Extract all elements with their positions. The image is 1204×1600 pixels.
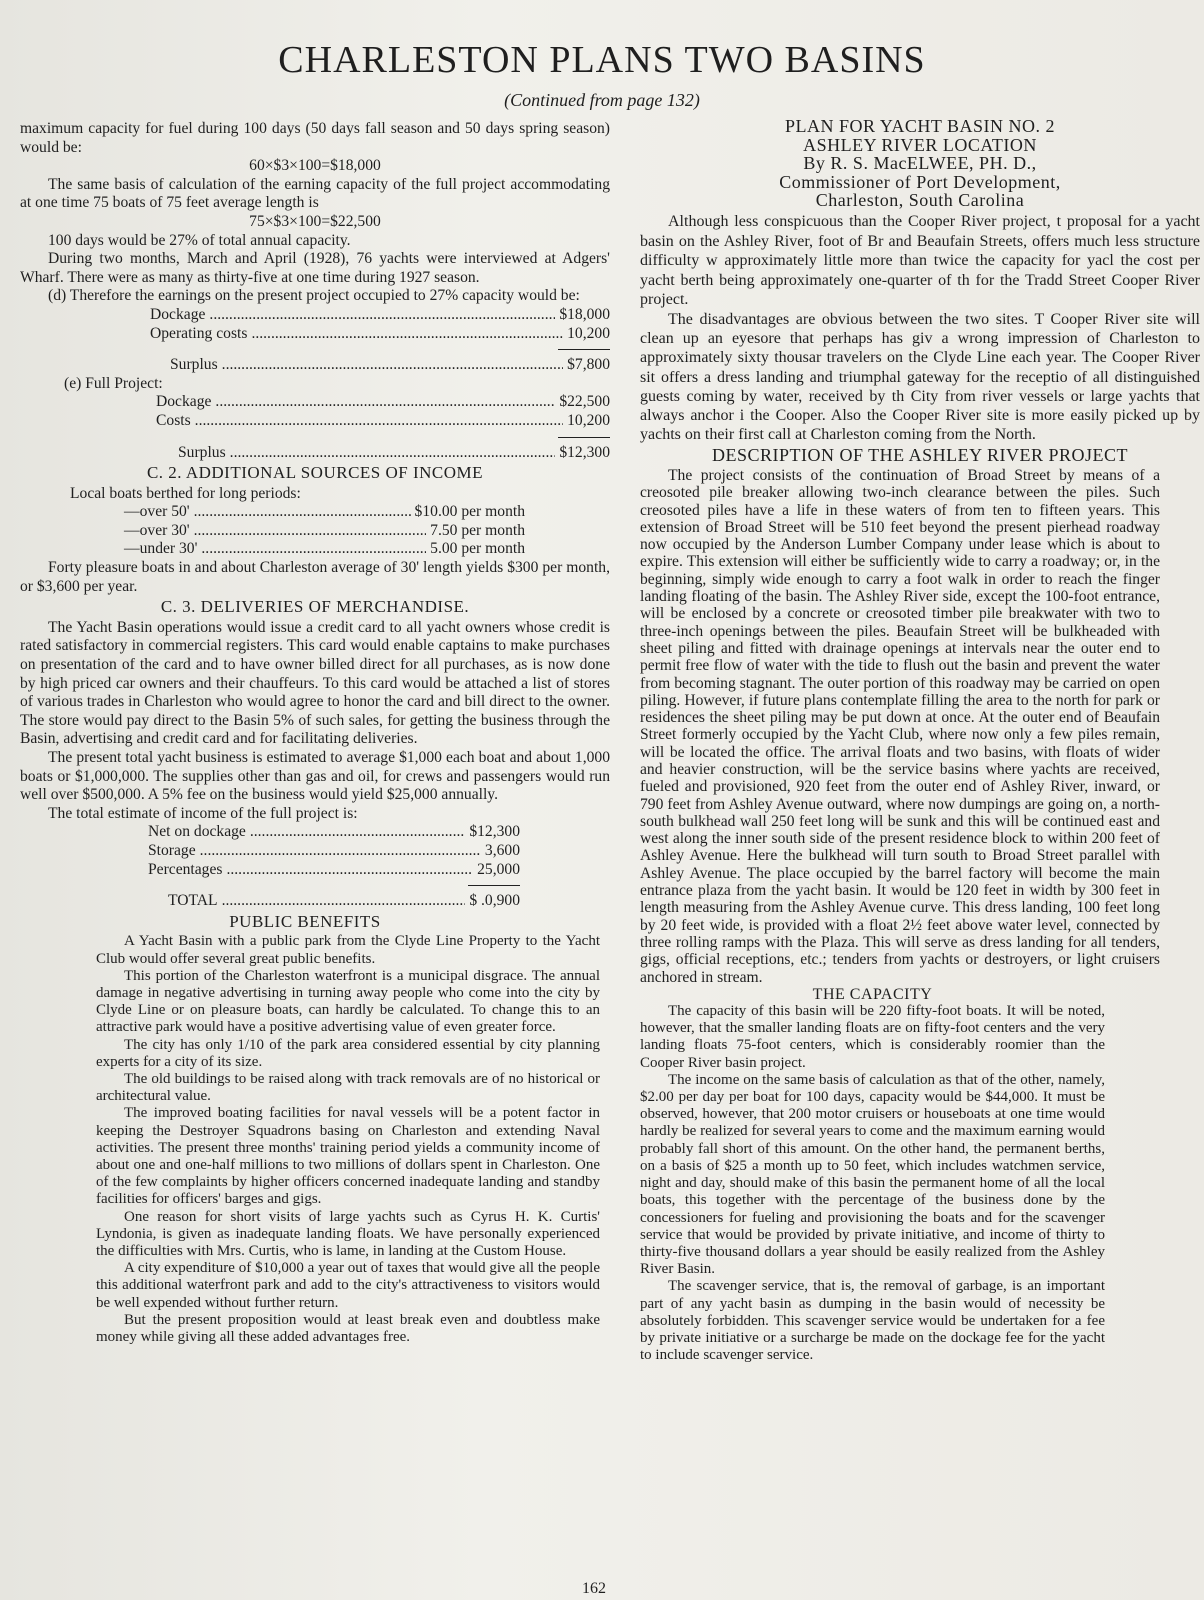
section-heading: C. 3. DELIVERIES OF MERCHANDISE. (160, 597, 470, 617)
ledger-row: Net on dockage ..... $12,300 (148, 823, 520, 842)
paragraph: (d) Therefore the earnings on the present project occupied to 27% capacity would be: (48, 287, 580, 305)
article-title: CHARLESTON PLANS TWO BASINS (278, 39, 926, 81)
section-heading: PUBLIC BENEFITS (229, 911, 381, 931)
paragraph: One reason for short visits of large yachts such as Cyrus H. K. Curtis' Lyndonia, is given as inadequate landing floats. We have personally experienced the difficulties with Mrs. Curtis, who is lame, in landing at the Custom House. (96, 1208, 600, 1259)
author-location: Charleston, South Carolina (815, 190, 1025, 211)
public-benefits-text (96, 933, 600, 1346)
paragraph: The capacity of this basin will be 220 fifty-foot boats. It will be noted, however, that the smaller landing floats are on fifty-foot centers and the very landing floats 75-foot centers, which is considerably roomier than the Cooper River basin project. (640, 1003, 1105, 1071)
subheading: (e) Full Project: (64, 374, 163, 392)
right-column (640, 117, 1200, 1364)
left-column (20, 120, 610, 1346)
description-text (640, 467, 1160, 986)
ledger-row: —over 30' ..... 7.50 per month (124, 522, 525, 541)
ledger-row: Dockage ..... $18,000 (150, 306, 610, 325)
full-project-table (156, 393, 610, 462)
paragraph: The scavenger service, that is, the removal of garbage, is an important part of any yacht basin as dumping in the basin would of necessity be absolutely forbidden. This scavenger service would be undertaken for a fee by private initiative or a surcharge be made on the dockage fee for the yacht to include scavenger service. (640, 1278, 1105, 1364)
paragraph: The total estimate of income of the full project is: (48, 804, 358, 822)
ledger-row: Dockage ..... $22,500 (156, 393, 610, 412)
paragraph: The city has only 1/10 of the park area considered essential by city planning experts for a city of its size. (96, 1036, 600, 1070)
paragraph: During two months, March and April (1928), 76 yachts were interviewed at Adgers' Wharf. There were as many as thirty-five at one time during 1927 season. (20, 250, 610, 286)
paragraph: The income on the same basis of calculation as that of the other, namely, $2.00 per day per boat for 100 days, capacity would be $44,000. It must be observed, however, that 200 motor cruisers or houseboats at one time would hardly be realized for several years to come and the maximum earning would probably fall short of this amount. On the other hand, the permanent berths, on a basis of $25 a month up to 50 feet, which includes watchmen service, night and day, should make of this basin the permanent home of all the local boats, this together with the percentage of the business done by the concessioners for fueling and provisioning the boats and for the scavenger service that would be provided by private initiative, and income of thirty to thirty-five thousand dollars a year should be easily realized from the Ashley River Basin. (640, 1071, 1105, 1278)
byline: By R. S. MacELWEE, PH. D., (803, 153, 1037, 174)
paragraph: A city expenditure of $10,000 a year out of taxes that would give all the people this additional waterfront park and add to the city's attractiveness to visitors would be well expended without further return. (96, 1260, 600, 1311)
rule-line (558, 437, 610, 438)
equation: 60×$3×100=$18,000 (249, 157, 381, 175)
section-heading: C. 2. ADDITIONAL SOURCES OF INCOME (146, 463, 484, 483)
earnings-table (150, 306, 610, 375)
article-heading: PLAN FOR YACHT BASIN NO. 2 (784, 116, 1056, 136)
paragraph: A Yacht Basin with a public park from the Clyde Line Property to the Yacht Club would offer several great public benefits. (96, 933, 600, 967)
ledger-row: Costs ..... 10,200 (156, 412, 610, 431)
ledger-row: Surplus ..... $12,300 (178, 444, 610, 463)
paragraph: This portion of the Charleston waterfront is a municipal disgrace. The annual damage in negative advertising in turning away people who come into the city by Clyde Line or on pleasure boats, can hardly be calculated. To change this to an attractive park would have a positive advertising value of even greater force. (96, 967, 600, 1036)
article-heading: ASHLEY RIVER LOCATION (803, 134, 1037, 155)
ledger-row: Percentages ..... 25,000 (148, 861, 520, 880)
rule-line (468, 885, 520, 886)
ledger-row: Surplus ..... $7,800 (170, 356, 610, 375)
equation: 75×$3×100=$22,500 (249, 212, 381, 230)
paragraph: The same basis of calculation of the earning capacity of the full project accommodating at one time 75 boats of 75 feet average length is (20, 175, 610, 212)
income-table (148, 823, 520, 910)
paragraph: The Yacht Basin operations would issue a credit card to all yacht owners whose credit is rated satisfactory in commercial registers. This card would enable captains to make purchases on presentation of the card and to have owner billed direct for all purchases, as is now done by high priced car owners and their chauffeurs. To this card would be attached a list of stores of various trades in Charleston who would agree to honor the card and bill direct to the owner. The store would pay direct to the Basin 5% of such sales, for getting the business through the Basin, advertising and credit card and for facilitating deliveries. (20, 618, 610, 748)
paragraph: The disadvantages are obvious between the two sites. T Cooper River site will clean up an eyesore that perhaps has giv a wrong impression of Charleston to approximately sixty thousar travelers on the Clyde Line each year. The Cooper River sit offers a dress landing and triumphal gateway for the receptio of all distinguished guests coming by water, received by th City from river vessels or large yachts that always anchor i the Cooper. Also the Cooper River site is more easily picked up by yachts on their first call at Charleston coming from the North. (640, 310, 1200, 444)
paragraph: The present total yacht business is estimated to average $1,000 each boat and about 1,000 boats or $1,000,000. The supplies other than gas and oil, for crews and passengers would run well over $500,000. A 5% fee on the business would yield $25,000 annually. (20, 749, 610, 804)
paragraph: The old buildings to be raised along with track removals are of no historical or architectural value. (96, 1070, 600, 1105)
capacity-section (640, 986, 1105, 1364)
ledger-row: —under 30' ..... 5.00 per month (124, 540, 525, 559)
paragraph: Local boats berthed for long periods: (70, 484, 301, 502)
section-heading: DESCRIPTION OF THE ASHLEY RIVER PROJECT (711, 445, 1129, 466)
paragraph: maximum capacity for fuel during 100 days (50 days fall season and 50 days spring season) would be: (20, 120, 610, 156)
paragraph: 100 days would be 27% of total annual capacity. (48, 231, 351, 249)
page-number: 162 (582, 1580, 606, 1597)
continued-note: (Continued from page 132) (504, 90, 700, 110)
ledger-row: Storage ..... 3,600 (148, 842, 520, 861)
paragraph: The project consists of the continuation of Broad Street by means of a creosoted pile breaker allowing two-inch clearance between the piles. Such creosoted piles have a life in these waters of from ten to fifteen years. This extension of Broad Street will be 510 feet beyond the present pierhead roadway now occupied by the Anderson Lumber Company under lease which is about to expire. This extension will either be sufficiently wide to carry a roadway; or, in the beginning, simply wide enough to carry a foot walk in order to reach the finger landing floating of the basin. The Ashley River side, except the 100-foot entrance, will be enclosed by a concrete or creosoted timber pile breakwater with two to three-inch openings between the piles. Beaufain Street will be bulkheaded with sheet piling and fitted with drainage openings at intervals near the outer end to permit free flow of water with the tide to flush out the basin and prevent the water from becoming stagnant. The outer portion of this roadway may be carried on open piling. However, if future plans contemplate filling the area to the north for park or residences the sheet piling may be put down at once. At the outer end of Beaufain Street formerly occupied by the Yacht Club, where now only a few piles remain, will be located the office. The arrival floats and two basins, with floats of wider and heavier construction, will be the service basins where yachts are received, fueled and provisioned, 920 feet from the outer end of Ashley River, inward, or 790 feet from Ashley Avenue outward, where now dumpings are going on, a north-south bulkhead wall 250 feet long will be sunk and this will be continued east and west along the inner south side of the present residence block to within 200 feet of Ashley Avenue. Here the bulkhead will turn south to Broad Street parallel with Ashley Avenue. The place occupied by the barrel factory will become the main entrance plaza from the yacht basin. It would be 120 feet in width by 300 feet in length measuring from the Ashley Avenue curve. This dress landing, 100 feet long by 20 feet wide, is provided with a float 2½ feet above water level, connected by three rolling ramps with the Plaza. This will serve as dress landing for all tenders, gigs, official receptions, etc.; tenders from yachts or destroyers, or light cruisers anchored in stream. (640, 466, 1160, 986)
section-heading: THE CAPACITY (812, 985, 933, 1003)
paragraph: Forty pleasure boats in and about Charleston average of 30' length yields $300 per month, or $3,600 per year. (20, 559, 610, 595)
author-title: Commissioner of Port Development, (779, 171, 1061, 192)
ledger-row: Operating costs ..... 10,200 (150, 325, 610, 344)
ledger-row: —over 50' ..... $10.00 per month (124, 503, 525, 522)
rates-table (124, 503, 525, 559)
paragraph: The improved boating facilities for naval vessels will be a potent factor in keeping the Destroyer Squadrons basing on Charleston and extending Naval activities. The present three months' training period yields a community income of about one and one-half millions to two millions of dollars spent in Charleston. One of the few complaints by higher officers concerned inadequate landing and standby facilities for officers' barges and gigs. (96, 1105, 600, 1208)
ledger-row: TOTAL ..... $ .0,900 (168, 892, 520, 911)
paragraph: But the present proposition would at least break even and doubtless make money while giving all these added advantages free. (96, 1311, 600, 1346)
paragraph: Although less conspicuous than the Cooper River project, t proposal for a yacht basin on the Ashley River, foot of Br and Beaufain Streets, offers much less structure difficulty w approximately little more than twice the capacity for yacl the cost per yacht berth being approximately one-quarter of th for the Tradd Street Cooper River project. (640, 212, 1200, 309)
rule-line (558, 349, 610, 350)
